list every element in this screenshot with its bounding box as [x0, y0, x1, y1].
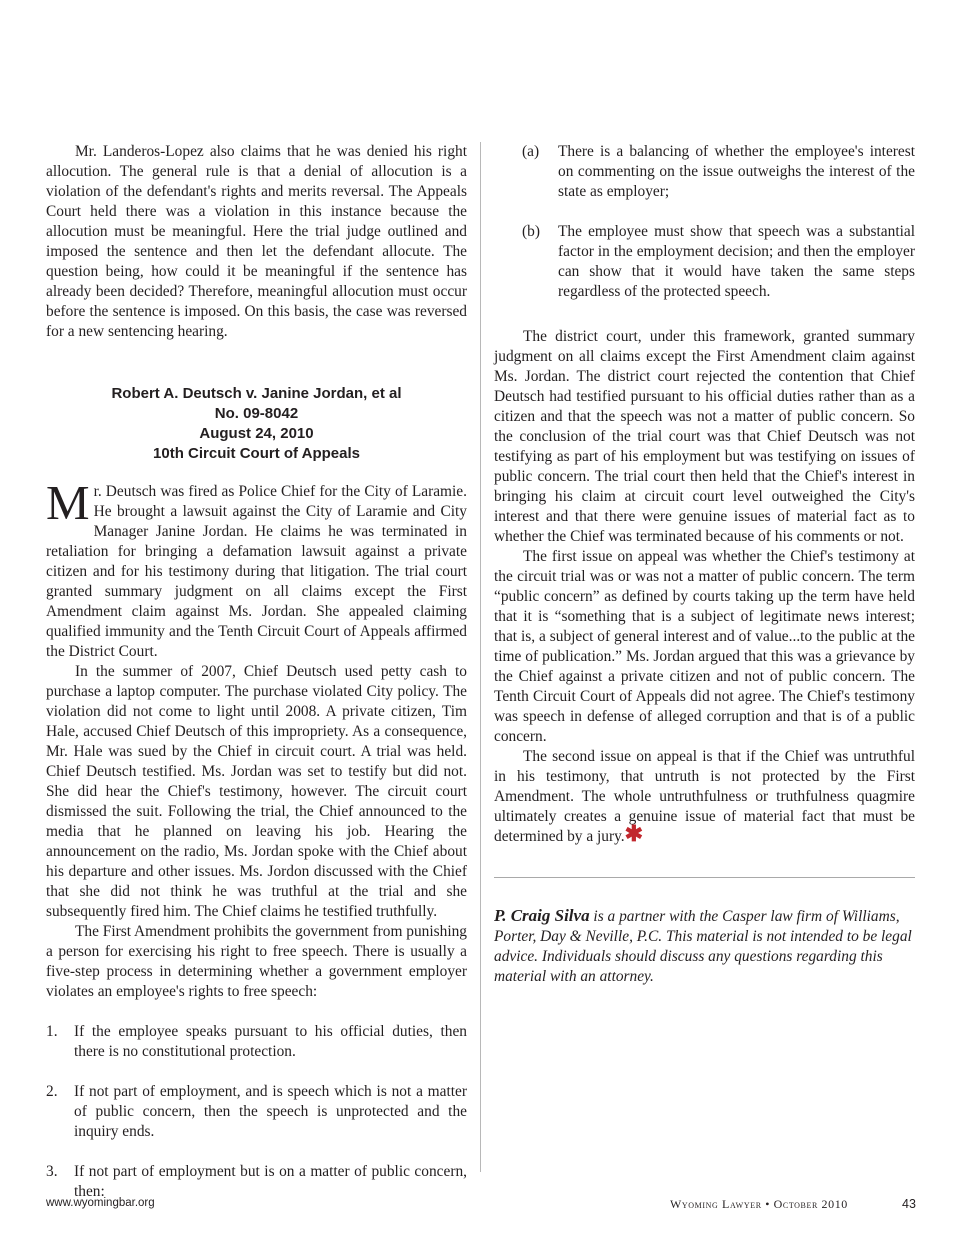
footer-publication: Wyoming Lawyer • October 2010: [670, 1197, 848, 1211]
bio-divider: [494, 877, 915, 878]
five-step-list: [46, 1022, 467, 1202]
page-number: 43: [902, 1197, 916, 1211]
sub-list-item: [494, 142, 915, 202]
left-column: [46, 142, 467, 1222]
case-title: Robert A. Deutsch v. Janine Jordan, et al: [111, 385, 402, 402]
case-court: 10th Circuit Court of Appeals: [153, 445, 360, 462]
list-number: 3.: [46, 1163, 58, 1180]
sub-list-text: The employee must show that speech was a substantial factor in the employment decision; and then the employer can show that it would have taken the same steps regardless of the protected speech.: [558, 223, 915, 300]
case-paragraph-3: The First Amendment prohibits the government from punishing a person for exercising his right to free speech. There is usually a five-step process in determining whether a government employer violates an employee's rights to free speech:: [46, 923, 467, 1000]
analysis-paragraph-3-text: The second issue on appeal is that if the Chief was untruthful in his testimony, that untruth is not protected by the First Amendment. The whole untruthfulness or truthfulness quagmire ultimately creates a genuine issue of material fact that must be determined by a jury.: [494, 748, 915, 845]
sub-list-label: (b): [522, 223, 540, 240]
end-mark-icon: ✱: [624, 821, 644, 846]
right-column: [494, 142, 915, 987]
analysis-paragraph-1: The district court, under this framework, granted summary judgment on all claims except the First Amendment claim against Ms. Jordan. The district court rejected the contention that Chief Deutsch had testified pursuant to his official duties rather than as a citizen and that the speech was not a matter of public concern. So the conclusion of the trial court was that Chief Deutsch was not testifying as part of his employment but was testifying on issues of public concern. The trial court then held that the Chief's interest in bringing his claim at circuit court level outweighed the City's interest and that there were genuine issues of material fact as to whether the Chief was terminated because of his comments or not.: [494, 328, 915, 545]
case-heading: [46, 384, 467, 464]
sub-list-label: (a): [522, 143, 540, 160]
list-text: If not part of employment, and is speech which is not a matter of public concern, then the speech is unprotected and the inquiry ends.: [74, 1083, 467, 1140]
list-number: 2.: [46, 1083, 58, 1100]
drop-cap: M: [46, 475, 90, 530]
footer-url: www.wyomingbar.org: [46, 1197, 155, 1209]
author-bio-text: is a partner with the Casper law firm of Williams, Porter, Day & Neville, P.C. This material is not intended to be legal advice. Individuals should discuss any questions regarding this material with an attorney.: [494, 908, 912, 985]
sub-list-item: [494, 222, 915, 302]
list-text: If the employee speaks pursuant to his official duties, then there is no constitutional protection.: [74, 1023, 467, 1060]
case-paragraph-2: In the summer of 2007, Chief Deutsch used petty cash to purchase a laptop computer. The purchase violated City policy. The violation did not come to light until 2008. A private citizen, Tim Hale, accused Chief Deutsch of this impropriety. As a consequence, Mr. Hale was sued by the Chief in circuit court. A trial was held. Chief Deutsch testified. Ms. Jordan was set to testify but did not. She did hear the Chief's testimony, however. The circuit court dismissed the suit. Following the trial, the Chief announced to the media that he planned on leaving his job. Hearing the announcement on the radio, Ms. Jordan spoke with the Chief about his departure and other issues. Ms. Jordon discussed with the Chief that she did not think he was truthful at the trial and she subsequently fired him. The Chief claims he testified truthfully.: [46, 663, 467, 920]
case-date: August 24, 2010: [199, 425, 314, 442]
sub-list-text: There is a balancing of whether the employee's interest on commenting on the issue outweighs the interest of the state as employer;: [558, 143, 915, 200]
case-number: No. 09-8042: [214, 405, 299, 422]
case-paragraph-1: [46, 475, 467, 662]
sub-list: [494, 142, 915, 302]
case-paragraph-1-text: r. Deutsch was fired as Police Chief for the City of Laramie. He brought a lawsuit against the City of Laramie and City Manager Janine Jordan. He claims he was terminated in retaliation for bringing a defamation lawsuit against a private citizen and for his testimony during that litigation. The trial court granted summary judgment on all claims except the First Amendment claim against Ms. Jordan. She appealed claiming qualified immunity and the Tenth Circuit Court of Appeals affirmed the District Court.: [46, 483, 467, 660]
list-item: [46, 1022, 467, 1062]
intro-paragraph: Mr. Landeros-Lopez also claims that he was denied his right allocution. The general rule is that a denial of allocution is a violation of the defendant's rights and merits reversal. The Appeals Court held there was a violation in this instance because the allocution must be meaningful. Here the trial judge outlined and imposed the sentence and then let the defendant allocute. The question being, how could it be meaningful if the sentence has already been decided? Therefore, meaningful allocution must occur before the sentence is imposed. On this basis, the case was reversed for a new sentencing hearing.: [46, 143, 467, 340]
list-item: [46, 1082, 467, 1142]
author-name: P. Craig Silva: [494, 906, 590, 925]
analysis-paragraph-2: The first issue on appeal was whether the Chief's testimony at the circuit trial was or was not a matter of public concern. The term “public concern” as defined by courts taking up the term have held that it is “something that is a subject of legitimate news interest; that is, a subject of general interest and of value...to the public at the time of publication.” Ms. Jordan argued that this was a grievance by the Chief against a private citizen and not of public concern. The Tenth Circuit Court of Appeals did not agree. The Chief's testimony was speech in defense of alleged corruption and that is of a public concern.: [494, 548, 915, 745]
author-bio: [494, 906, 915, 987]
list-text: If not part of employment but is on a matter of public concern, then:: [74, 1163, 467, 1200]
column-divider: [480, 142, 481, 1172]
list-number: 1.: [46, 1023, 58, 1040]
list-item: [46, 1162, 467, 1202]
analysis-paragraph-3: [494, 747, 915, 847]
